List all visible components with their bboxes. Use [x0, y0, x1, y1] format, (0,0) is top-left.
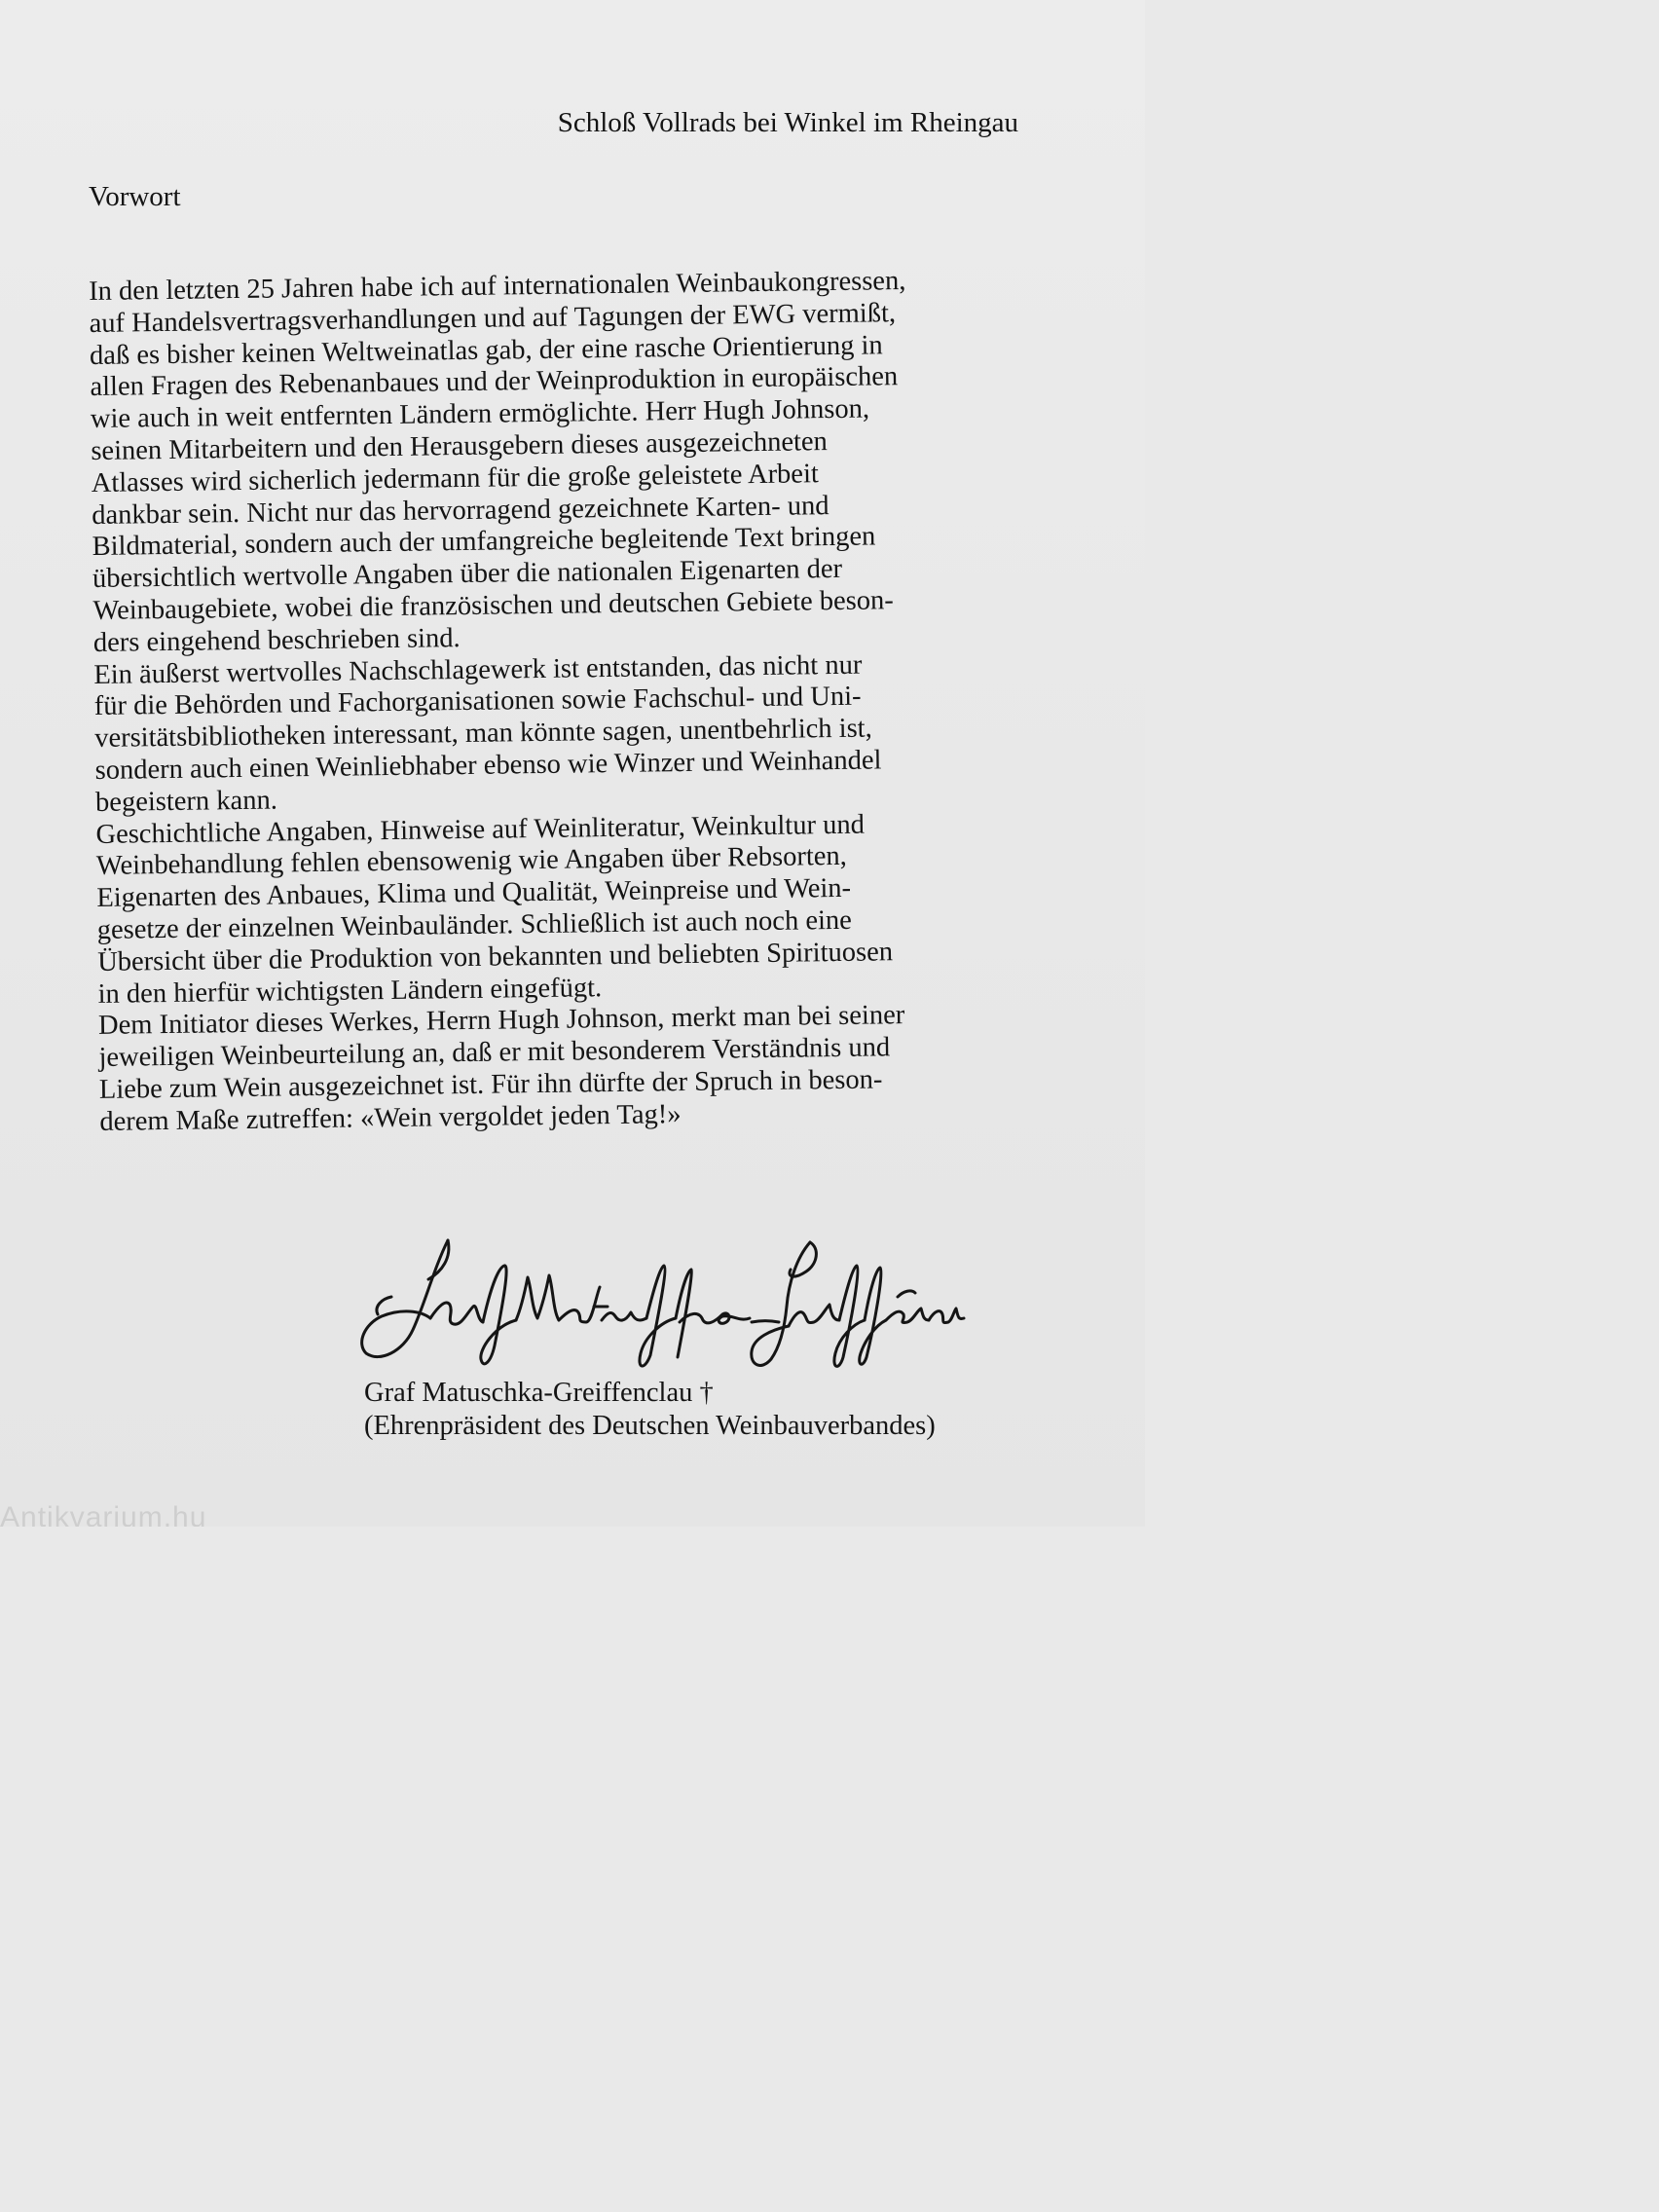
document-page: [0, 0, 1145, 1527]
text-line: Dem Initiator dieses Werkes, Herrn Hugh Johnson, merkt man bei seiner: [97, 1000, 905, 1042]
text-line: Bildmaterial, sondern auch der umfangreiche begleitende Text bringen: [92, 521, 876, 563]
text-line: versitätsbibliotheken interessant, man könnte sagen, unentbehrlich ist,: [94, 713, 872, 755]
text-line: begeistern kann.: [94, 785, 278, 818]
text-line: Weinbaugebiete, wobei die französischen und deutschen Gebiete beson-: [92, 585, 894, 626]
text-line: allen Fragen des Rebenanbaues und der Weinproduktion in europäischen: [90, 361, 899, 403]
text-line: Ein äußerst wertvolles Nachschlagewerk ist entstanden, das nicht nur: [93, 649, 863, 690]
text-line: in den hierfür wichtigsten Ländern eingefügt.: [97, 972, 603, 1010]
text-line: Weinbehandlung fehlen ebensowenig wie Angaben über Rebsorten,: [95, 841, 848, 882]
handwritten-signature: [352, 1229, 966, 1375]
watermark: Antikvarium.hu: [0, 1501, 207, 1527]
text-line: wie auch in weit entfernten Ländern ermöglichte. Herr Hugh Johnson,: [90, 393, 870, 435]
text-line: Übersicht über die Produktion von bekannten und beliebten Spirituosen: [97, 936, 894, 977]
signer-title: (Ehrenpräsident des Deutschen Weinbauverbandes): [364, 1411, 936, 1441]
text-line: für die Behörden und Fachorganisationen sowie Fachschul- und Uni-: [93, 682, 862, 722]
text-line: sondern auch einen Weinliebhaber ebenso wie Winzer und Weinhandel: [94, 745, 882, 786]
signer-block: [364, 1377, 936, 1443]
text-line: Eigenarten des Anbaues, Klima und Qualität, Weinpreise und Wein-: [96, 872, 852, 914]
text-line: auf Handelsvertragsverhandlungen und auf Tagungen der EWG vermißt,: [89, 297, 897, 339]
text-line: Liebe zum Wein ausgezeichnet ist. Für ihn dürfte der Spruch in beson-: [98, 1064, 883, 1105]
text-line: seinen Mitarbeitern und den Herausgebern dieses ausgezeichneten: [91, 426, 829, 466]
text-line: übersichtlich wertvolle Angaben über die nationalen Eigenarten der: [92, 554, 843, 595]
location-line: Schloß Vollrads bei Winkel im Rheingau: [557, 107, 1018, 138]
text-line: Atlasses wird sicherlich jedermann für die große geleistete Arbeit: [91, 458, 820, 498]
text-line: In den letzten 25 Jahren habe ich auf internationalen Weinbaukongressen,: [89, 266, 906, 307]
text-line: derem Maße zutreffen: «Wein vergoldet jeden Tag!»: [99, 1098, 682, 1137]
signer-name: Graf Matuschka-Greiffenclau †: [364, 1378, 714, 1408]
text-line: daß es bisher keinen Weltweinatlas gab, der eine rasche Orientierung in: [89, 329, 883, 371]
text-line: ders eingehend beschrieben sind.: [92, 622, 461, 658]
text-line: gesetze der einzelnen Weinbauländer. Schließlich ist auch noch eine: [96, 904, 853, 945]
text-line: jeweiligen Weinbeurteilung an, daß er mit besonderem Verständnis und: [98, 1032, 891, 1074]
text-line: dankbar sein. Nicht nur das hervorragend gezeichnete Karten- und: [92, 490, 830, 531]
text-line: Geschichtliche Angaben, Hinweise auf Weinliteratur, Weinkultur und: [95, 809, 866, 850]
foreword-body: [89, 264, 1035, 1138]
page-title: Vorwort: [89, 181, 181, 212]
